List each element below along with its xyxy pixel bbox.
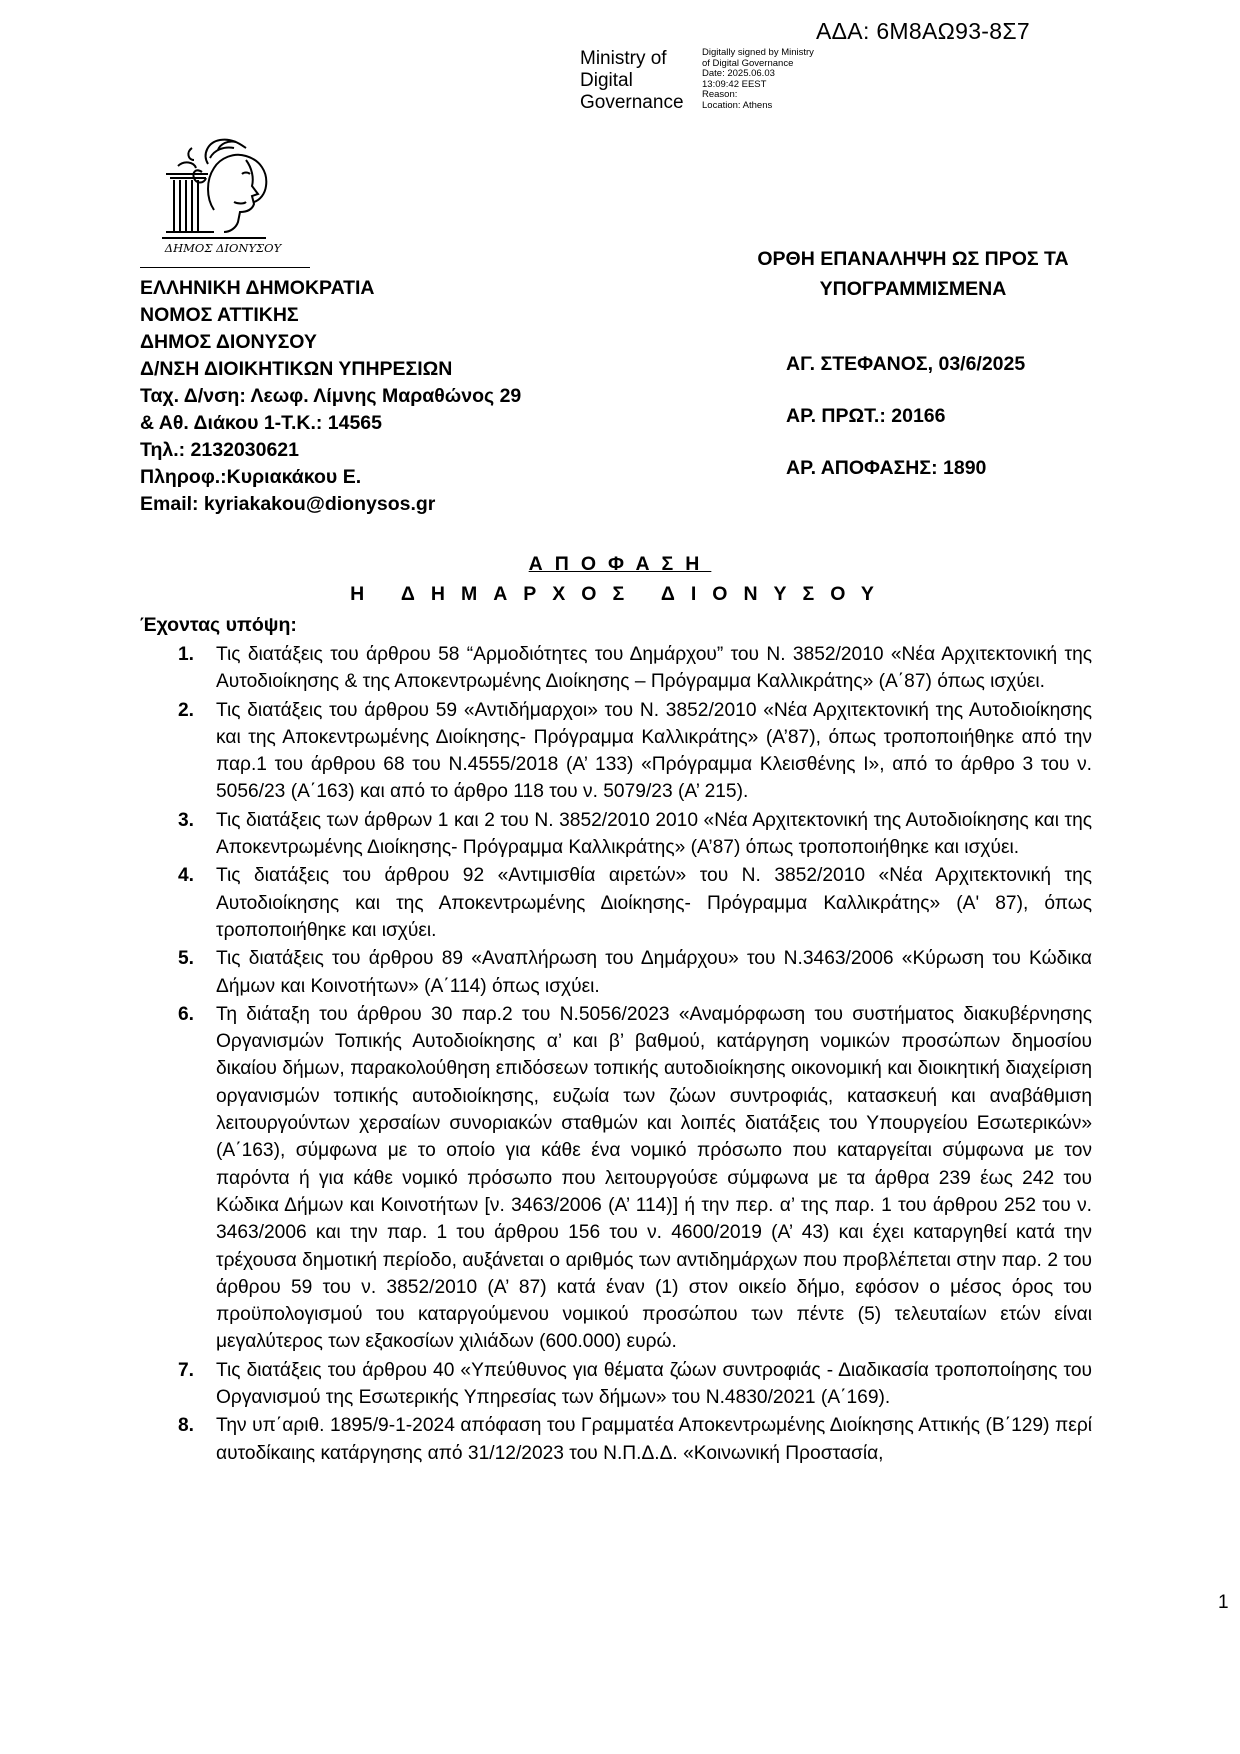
municipality-logo xyxy=(148,128,298,258)
item-text: Τη διάταξη του άρθρου 30 παρ.2 του Ν.5056/2023 «Αναμόρφωση του συστήματος διακυβέρνησης Οργανισμών Τοπικής Αυτοδιοίκησης α’ και β’ βαθμού, κατάργηση νομικών προσώπων δημοσίου δικαίου δήμων, παρακολούθηση επιδόσεων τοπικής αυτοδιοίκησης οικονομική και διοικητική διαχείριση οργανισμών τοπικής αυτοδιοίκησης, ευζωία των ζώων συντροφιάς, κατασκευή και αναβάθμιση λειτουργούντων χερσαίων συνοριακών σταθμών και λοιπές διατάξεις του Υπουργείου Εσωτερικών» (Α΄163), σύμφωνα με το οποίο για κάθε ένα νομικό πρόσωπο που καταργείται σύμφωνα με τον παρόντα ή για κάθε νομικό πρόσωπο που λειτουργούσε σύμφωνα με τα άρθρα 239 έως 242 του Κώδικα Δήμων και Κοινοτήτων [ν. 3463/2006 (Α’ 114)] ή την περ. α’ της παρ. 1 του άρθρου 252 του ν. 3463/2006 και την παρ. 1 του άρθρου 156 του ν. 4600/2019 (Α’ 43) και έχει καταργηθεί κατά την τρέχουσα δημοτική περίοδο, αυξάνεται ο αριθμός των αντιδημάρχων που προβλέπεται στην παρ. 2 του άρθρου 59 του ν. 3852/2010 (Α’ 87) κατά έναν (1) στον οικείο δήμο, εφόσον ο μέσος όρος του προϋπολογισμού του καταργούμενου νομικού προσώπου των πέντε (5) τελευταίων ετών είναι μεγαλύτερος των εξακοσίων χιλιάδων (600.000) ευρώ. xyxy=(216,1003,1092,1353)
page-number: 1 xyxy=(1218,1592,1229,1613)
issuer-line: ΕΛΛΗΝΙΚΗ ΔΗΜΟΚΡΑΤΙΑ xyxy=(140,277,375,299)
item-number: 5. xyxy=(178,948,195,970)
place-date: ΑΓ. ΣΤΕΦΑΝΟΣ, 03/6/2025 xyxy=(786,353,1026,375)
document-title: ΑΠΟΦΑΣΗ xyxy=(528,553,712,575)
item-number: 7. xyxy=(178,1359,195,1381)
item-text: Τις διατάξεις των άρθρων 1 και 2 του Ν. 3852/2010 2010 «Νέα Αρχιτεκτονική της Αυτοδιοίκησης και της Αποκεντρωμένης Διοίκησης- Πρόγραμμα Καλλικράτης» (Α’87) όπως τροποποιήθηκε και ισχύει. xyxy=(216,809,1092,859)
issuer-line: Πληροφ.:Κυριακάκου Ε. xyxy=(140,466,362,488)
item-number: 4. xyxy=(178,865,195,887)
signature-detail-line: Date: 2025.06.03 xyxy=(702,68,775,80)
item-text: Την υπ΄αριθ. 1895/9-1-2024 απόφαση του Γραμματέα Αποκεντρωμένης Διοίκησης Αττικής (Β΄129) περί αυτοδίκαιης κατάργησης από 31/12/2023 του Ν.Π.Δ.Δ. «Κοινωνική Προστασία, xyxy=(216,1415,1092,1464)
list-item xyxy=(178,862,1092,944)
issuer-block xyxy=(140,275,521,518)
ada-code: ΑΔΑ: 6Μ8ΑΩ93-8Σ7 xyxy=(816,18,1030,44)
logo-divider xyxy=(140,267,310,268)
list-item xyxy=(178,641,1092,696)
item-number: 8. xyxy=(178,1415,195,1437)
signature-organization xyxy=(580,48,684,114)
item-text: Τις διατάξεις του άρθρου 92 «Αντιμισθία αιρετών» του Ν. 3852/2010 «Νέα Αρχιτεκτονική της Αυτοδιοίκησης και της Αποκεντρωμένης Διοίκησης- Πρόγραμμα Καλλικράτης» (Α' 87), όπως τροποποιήθηκε και ισχύει. xyxy=(216,865,1092,941)
logo-text: ΔΗΜΟΣ ΔΙΟΝΥΣΟΥ xyxy=(164,241,282,255)
list-item xyxy=(178,1001,1092,1356)
issuer-line: ΔΗΜΟΣ ΔΙΟΝΥΣΟΥ xyxy=(140,331,317,353)
signature-details xyxy=(702,48,814,112)
signature-detail-line: of Digital Governance xyxy=(702,57,794,69)
document-subtitle: Η ΔΗΜΑΡΧΟΣ ΔΙΟΝΥΣΟΥ xyxy=(350,583,890,605)
issuer-line: Email: kyriakakou@dionysos.gr xyxy=(140,493,436,515)
protocol-number: ΑΡ. ΠΡΩΤ.: 20166 xyxy=(786,405,946,427)
issuer-line: Τηλ.: 2132030621 xyxy=(140,439,299,461)
item-text: Τις διατάξεις του άρθρου 89 «Αναπλήρωση του Δημάρχου» του Ν.3463/2006 «Κύρωση του Κώδικα Δήμων και Κοινοτήτων» (Α΄114) όπως ισχύει. xyxy=(216,948,1092,997)
list-item xyxy=(178,1412,1092,1467)
signature-detail-line: Location: Athens xyxy=(702,99,773,111)
item-text: Τις διατάξεις του άρθρου 58 “Αρμοδιότητες του Δημάρχου” του Ν. 3852/2010 «Νέα Αρχιτεκτονική της Αυτοδιοίκησης & της Αποκεντρωμένης Διοίκησης – Πρόγραμμα Καλλικράτης» (Α΄87) όπως ισχύει. xyxy=(216,644,1092,693)
signature-detail-line: 13:09:42 EEST xyxy=(702,78,767,90)
issuer-line: Ταχ. Δ/νση: Λεωφ. Λίμνης Μαραθώνος 29 xyxy=(140,385,522,407)
item-number: 1. xyxy=(178,644,195,665)
item-number: 3. xyxy=(178,809,195,831)
signature-org-line: Ministry of xyxy=(580,48,667,69)
issuer-line: ΝΟΜΟΣ ΑΤΤΙΚΗΣ xyxy=(140,304,299,326)
list-item xyxy=(178,1357,1092,1412)
list-item xyxy=(178,697,1092,806)
item-number: 6. xyxy=(178,1003,195,1025)
list-item xyxy=(178,807,1092,862)
correction-note: ΟΡΘΗ ΕΠΑΝΑΛΗΨΗ ΩΣ ΠΡΟΣ ΤΑ ΥΠΟΓΡΑΜΜΙΣΜΕΝΑ xyxy=(757,248,1069,300)
item-text: Τις διατάξεις του άρθρου 59 «Αντιδήμαρχοι» του Ν. 3852/2010 «Νέα Αρχιτεκτονική της Αυτοδιοίκησης και της Αποκεντρωμένης Διοίκησης- Πρόγραμμα Καλλικράτης» (Α’87), όπως τροποποιήθηκε από την παρ.1 του άρθρου 68 του Ν.4555/2018 (Α’ 133) «Πρόγραμμα Κλεισθένης Ι», από το άρθρο 3 του ν. 5056/23 (Α΄163) και από το άρθρο 118 του ν. 5079/23 (Α’ 215). xyxy=(216,699,1092,803)
item-text: Τις διατάξεις του άρθρου 40 «Υπεύθυνος για θέματα ζώων συντροφιάς - Διαδικασία τροποποίησης του Οργανισμού της Εσωτερικής Υπηρεσίας των δήμων» του Ν.4830/2021 (Α΄169). xyxy=(216,1359,1092,1409)
signature-detail-line: Digitally signed by Ministry xyxy=(702,47,814,58)
issuer-line: & Αθ. Διάκου 1-Τ.Κ.: 14565 xyxy=(140,412,382,434)
list-item xyxy=(178,945,1092,1000)
decision-number: ΑΡ. ΑΠΟΦΑΣΗΣ: 1890 xyxy=(786,457,987,479)
signature-detail-line: Reason: xyxy=(702,89,738,101)
issuer-line: Δ/ΝΣΗ ΔΙΟΙΚΗΤΙΚΩΝ ΥΠΗΡΕΣΙΩΝ xyxy=(140,358,453,380)
signature-org-line: Governance xyxy=(580,92,684,113)
item-number: 2. xyxy=(178,699,195,721)
considering-label: Έχοντας υπόψη: xyxy=(140,614,297,636)
signature-org-line: Digital xyxy=(580,70,633,91)
considerations-list xyxy=(178,641,1092,1468)
